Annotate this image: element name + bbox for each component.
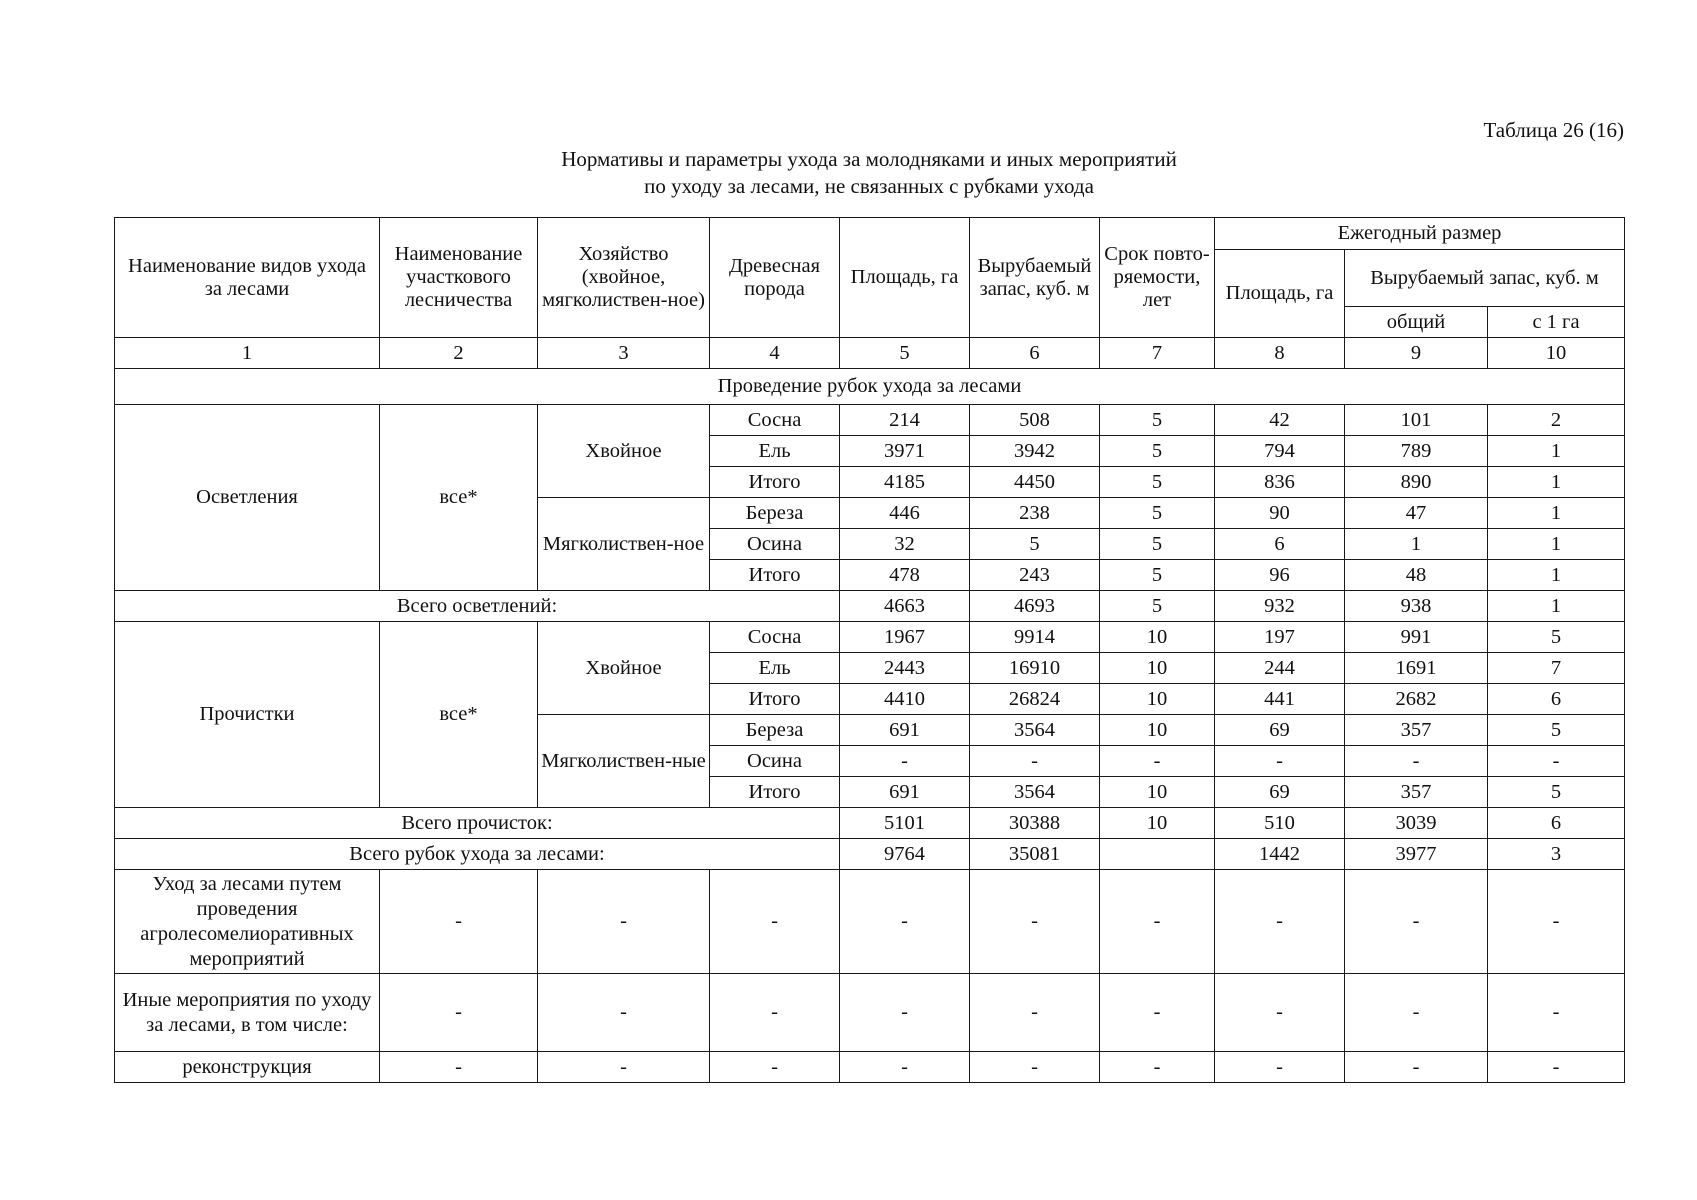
value-cell: 6 bbox=[1488, 684, 1625, 715]
column-number: 3 bbox=[538, 338, 710, 369]
group-total-label: Всего осветлений: bbox=[115, 591, 840, 622]
value-cell: 5 bbox=[1100, 436, 1215, 467]
value-cell: - bbox=[1100, 1052, 1215, 1083]
header-cell: Площадь, га bbox=[1215, 250, 1345, 338]
header-cell: Ежегодный размер bbox=[1215, 218, 1625, 250]
grand-total-value: 1442 bbox=[1215, 839, 1345, 870]
value-cell: 4410 bbox=[840, 684, 970, 715]
value-cell: 10 bbox=[1100, 622, 1215, 653]
care-groups bbox=[115, 405, 1625, 839]
value-cell: 96 bbox=[1215, 560, 1345, 591]
activity-name: реконструкция bbox=[115, 1052, 380, 1083]
value-cell: 4450 bbox=[970, 467, 1100, 498]
value-cell: 26824 bbox=[970, 684, 1100, 715]
forestry-name: все* bbox=[380, 622, 538, 808]
value-cell: 69 bbox=[1215, 777, 1345, 808]
group-total-value: 30388 bbox=[970, 808, 1100, 839]
value-cell: 1 bbox=[1488, 529, 1625, 560]
value-cell: 10 bbox=[1100, 777, 1215, 808]
value-cell: - bbox=[1345, 974, 1488, 1052]
care-type: Осветления bbox=[115, 405, 380, 591]
value-cell: - bbox=[970, 1052, 1100, 1083]
value-cell: 5 bbox=[1100, 529, 1215, 560]
value-cell: 1 bbox=[1488, 498, 1625, 529]
value-cell: 3971 bbox=[840, 436, 970, 467]
value-cell: 789 bbox=[1345, 436, 1488, 467]
value-cell: - bbox=[1488, 1052, 1625, 1083]
value-cell: - bbox=[710, 974, 840, 1052]
header-cell: Вырубаемый запас, куб. м bbox=[1345, 250, 1625, 307]
farm-type: Мягколиствен-ное bbox=[538, 498, 710, 591]
header-cell: Площадь, га bbox=[840, 218, 970, 338]
title-line: по уходу за лесами, не связанных с рубками ухода bbox=[644, 174, 1094, 198]
header-cell: Срок повто-ряемости, лет bbox=[1100, 218, 1215, 338]
value-cell: 47 bbox=[1345, 498, 1488, 529]
value-cell: 508 bbox=[970, 405, 1100, 436]
value-cell: - bbox=[1488, 746, 1625, 777]
value-cell: - bbox=[840, 746, 970, 777]
value-cell: 5 bbox=[970, 529, 1100, 560]
value-cell: 3564 bbox=[970, 777, 1100, 808]
value-cell: 3942 bbox=[970, 436, 1100, 467]
value-cell: 446 bbox=[840, 498, 970, 529]
value-cell: 238 bbox=[970, 498, 1100, 529]
group-total-value: 1 bbox=[1488, 591, 1625, 622]
group-total-value: 5101 bbox=[840, 808, 970, 839]
column-number: 10 bbox=[1488, 338, 1625, 369]
grand-total-row bbox=[115, 839, 1625, 870]
value-cell: - bbox=[1215, 974, 1345, 1052]
grand-total-value: 9764 bbox=[840, 839, 970, 870]
value-cell: - bbox=[538, 974, 710, 1052]
value-cell: - bbox=[840, 974, 970, 1052]
value-cell: - bbox=[1100, 974, 1215, 1052]
value-cell: - bbox=[840, 1052, 970, 1083]
value-cell: - bbox=[538, 870, 710, 974]
value-cell: - bbox=[1215, 746, 1345, 777]
header-cell: Древесная порода bbox=[710, 218, 840, 338]
value-cell: 1 bbox=[1345, 529, 1488, 560]
tree-species: Итого bbox=[710, 684, 840, 715]
value-cell: - bbox=[970, 746, 1100, 777]
tree-species: Осина bbox=[710, 746, 840, 777]
column-number: 1 bbox=[115, 338, 380, 369]
activity-row bbox=[115, 1052, 1625, 1083]
value-cell: 1967 bbox=[840, 622, 970, 653]
column-number: 2 bbox=[380, 338, 538, 369]
forest-care-table bbox=[114, 217, 1625, 1083]
grand-total-value: 35081 bbox=[970, 839, 1100, 870]
value-cell: 42 bbox=[1215, 405, 1345, 436]
value-cell: 441 bbox=[1215, 684, 1345, 715]
value-cell: 1 bbox=[1488, 560, 1625, 591]
value-cell: - bbox=[840, 870, 970, 974]
column-number: 5 bbox=[840, 338, 970, 369]
value-cell: 10 bbox=[1100, 715, 1215, 746]
value-cell: 478 bbox=[840, 560, 970, 591]
group-total-row bbox=[115, 591, 1625, 622]
tree-species: Береза bbox=[710, 715, 840, 746]
value-cell: 2443 bbox=[840, 653, 970, 684]
grand-total-value: 3 bbox=[1488, 839, 1625, 870]
group-total-value: 4693 bbox=[970, 591, 1100, 622]
value-cell: 890 bbox=[1345, 467, 1488, 498]
farm-type: Мягколиствен-ные bbox=[538, 715, 710, 808]
value-cell: - bbox=[710, 1052, 840, 1083]
value-cell: - bbox=[1488, 870, 1625, 974]
value-cell: 691 bbox=[840, 715, 970, 746]
value-cell: 48 bbox=[1345, 560, 1488, 591]
column-number: 7 bbox=[1100, 338, 1215, 369]
value-cell: - bbox=[1215, 870, 1345, 974]
data-row bbox=[115, 405, 1625, 436]
value-cell: 836 bbox=[1215, 467, 1345, 498]
value-cell: 197 bbox=[1215, 622, 1345, 653]
value-cell: - bbox=[380, 870, 538, 974]
grand-total-label: Всего рубок ухода за лесами: bbox=[115, 839, 840, 870]
data-row bbox=[115, 622, 1625, 653]
tree-species: Осина bbox=[710, 529, 840, 560]
value-cell: - bbox=[1345, 870, 1488, 974]
value-cell: 5 bbox=[1488, 777, 1625, 808]
value-cell: 6 bbox=[1215, 529, 1345, 560]
value-cell: - bbox=[1215, 1052, 1345, 1083]
value-cell: - bbox=[380, 974, 538, 1052]
value-cell: - bbox=[1488, 974, 1625, 1052]
activity-row bbox=[115, 870, 1625, 974]
tree-species: Сосна bbox=[710, 405, 840, 436]
title-line: Нормативы и параметры ухода за молодняками и иных мероприятий bbox=[561, 147, 1177, 171]
value-cell: 1 bbox=[1488, 467, 1625, 498]
tree-species: Ель bbox=[710, 653, 840, 684]
value-cell: 794 bbox=[1215, 436, 1345, 467]
value-cell: 5 bbox=[1100, 467, 1215, 498]
value-cell: 2682 bbox=[1345, 684, 1488, 715]
value-cell: 16910 bbox=[970, 653, 1100, 684]
section-title: Проведение рубок ухода за лесами bbox=[115, 369, 1625, 405]
value-cell: 5 bbox=[1488, 715, 1625, 746]
value-cell: 1691 bbox=[1345, 653, 1488, 684]
value-cell: - bbox=[1345, 1052, 1488, 1083]
value-cell: - bbox=[1345, 746, 1488, 777]
value-cell: 90 bbox=[1215, 498, 1345, 529]
activity-name: Уход за лесами путем проведения агролесомелиоративных мероприятий bbox=[115, 870, 380, 974]
value-cell: - bbox=[538, 1052, 710, 1083]
grand-total-value bbox=[1100, 839, 1215, 870]
table-title bbox=[114, 146, 1624, 200]
header-cell: общий bbox=[1345, 307, 1488, 338]
group-total-value: 938 bbox=[1345, 591, 1488, 622]
value-cell: 69 bbox=[1215, 715, 1345, 746]
value-cell: 5 bbox=[1100, 560, 1215, 591]
value-cell: - bbox=[1100, 870, 1215, 974]
header-cell: Наименование видов ухода за лесами bbox=[115, 218, 380, 338]
value-cell: 3564 bbox=[970, 715, 1100, 746]
value-cell: 32 bbox=[840, 529, 970, 560]
group-total-value: 3039 bbox=[1345, 808, 1488, 839]
value-cell: 2 bbox=[1488, 405, 1625, 436]
farm-type: Хвойное bbox=[538, 405, 710, 498]
group-total-value: 6 bbox=[1488, 808, 1625, 839]
header-cell: Вырубаемый запас, куб. м bbox=[970, 218, 1100, 338]
tree-species: Береза bbox=[710, 498, 840, 529]
value-cell: 5 bbox=[1488, 622, 1625, 653]
value-cell: 10 bbox=[1100, 684, 1215, 715]
value-cell: 991 bbox=[1345, 622, 1488, 653]
table-number: Таблица 26 (16) bbox=[1483, 118, 1624, 142]
value-cell: 357 bbox=[1345, 777, 1488, 808]
activity-row bbox=[115, 974, 1625, 1052]
value-cell: - bbox=[970, 870, 1100, 974]
header-cell: Хозяйство (хвойное, мягколиствен-ное) bbox=[538, 218, 710, 338]
value-cell: 10 bbox=[1100, 653, 1215, 684]
group-total-value: 5 bbox=[1100, 591, 1215, 622]
group-total-value: 10 bbox=[1100, 808, 1215, 839]
group-total-label: Всего прочисток: bbox=[115, 808, 840, 839]
value-cell: 357 bbox=[1345, 715, 1488, 746]
tree-species: Ель bbox=[710, 436, 840, 467]
value-cell: 7 bbox=[1488, 653, 1625, 684]
group-total-value: 932 bbox=[1215, 591, 1345, 622]
value-cell: 1 bbox=[1488, 436, 1625, 467]
other-activities bbox=[115, 870, 1625, 1083]
tree-species: Итого bbox=[710, 777, 840, 808]
forestry-name: все* bbox=[380, 405, 538, 591]
grand-total-value: 3977 bbox=[1345, 839, 1488, 870]
care-type: Прочистки bbox=[115, 622, 380, 808]
value-cell: 5 bbox=[1100, 498, 1215, 529]
tree-species: Сосна bbox=[710, 622, 840, 653]
value-cell: 5 bbox=[1100, 405, 1215, 436]
value-cell: 214 bbox=[840, 405, 970, 436]
group-total-row bbox=[115, 808, 1625, 839]
column-number: 4 bbox=[710, 338, 840, 369]
header-cell: Наименование участкового лесничества bbox=[380, 218, 538, 338]
value-cell: 9914 bbox=[970, 622, 1100, 653]
value-cell: - bbox=[380, 1052, 538, 1083]
value-cell: 101 bbox=[1345, 405, 1488, 436]
value-cell: 691 bbox=[840, 777, 970, 808]
value-cell: - bbox=[710, 870, 840, 974]
value-cell: 4185 bbox=[840, 467, 970, 498]
group-total-value: 510 bbox=[1215, 808, 1345, 839]
header-cell: с 1 га bbox=[1488, 307, 1625, 338]
value-cell: 244 bbox=[1215, 653, 1345, 684]
tree-species: Итого bbox=[710, 467, 840, 498]
column-number: 8 bbox=[1215, 338, 1345, 369]
farm-type: Хвойное bbox=[538, 622, 710, 715]
value-cell: - bbox=[970, 974, 1100, 1052]
group-total-value: 4663 bbox=[840, 591, 970, 622]
column-number: 6 bbox=[970, 338, 1100, 369]
activity-name: Иные мероприятия по уходу за лесами, в том числе: bbox=[115, 974, 380, 1052]
value-cell: 243 bbox=[970, 560, 1100, 591]
column-number: 9 bbox=[1345, 338, 1488, 369]
value-cell: - bbox=[1100, 746, 1215, 777]
tree-species: Итого bbox=[710, 560, 840, 591]
